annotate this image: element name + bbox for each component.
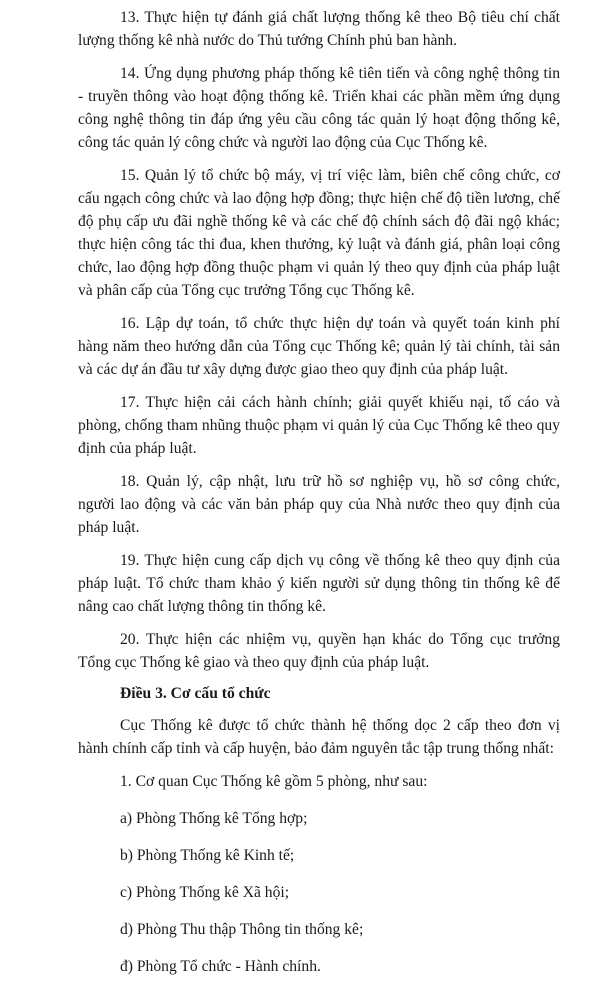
paragraph-15: 15. Quản lý tổ chức bộ máy, vị trí việc làm, biên chế công chức, cơ cấu ngạch công chức và lao động hợp đồng; thực hiện chế độ tiền lương, chế độ phụ cấp ưu đãi nghề thống kê và các chế độ chính sách độ đãi ngộ khác; thực hiện công tác thi đua, khen thưởng, kỷ luật và đánh giá, phân loại công chức, lao động hợp đồng thuộc phạm vi quản lý theo quy định của pháp luật và phân cấp của Tổng cục trưởng Tổng cục Thống kê. (78, 167, 560, 299)
paragraph-20: 20. Thực hiện các nhiệm vụ, quyền hạn khác do Tổng cục trưởng Tổng cục Thống kê giao và theo quy định của pháp luật. (78, 631, 560, 671)
list-item: đ) Phòng Tổ chức - Hành chính. (120, 958, 321, 975)
article-heading: Điều 3. Cơ cấu tổ chức (120, 685, 271, 702)
paragraph-17: 17. Thực hiện cải cách hành chính; giải quyết khiếu nại, tố cáo và phòng, chống tham nhũng thuộc phạm vi quản lý của Cục Thống kê theo quy định của pháp luật. (78, 394, 560, 457)
paragraph-16: 16. Lập dự toán, tổ chức thực hiện dự toán và quyết toán kinh phí hàng năm theo hướng dẫn của Tổng cục Thống kê; quản lý tài chính, tài sản và các dự án đầu tư xây dựng được giao theo quy định của pháp luật. (78, 315, 560, 378)
paragraph-18: 18. Quản lý, cập nhật, lưu trữ hồ sơ nghiệp vụ, hồ sơ công chức, người lao động và các văn bản pháp quy của Nhà nước theo quy định của pháp luật. (78, 473, 560, 536)
paragraph-19: 19. Thực hiện cung cấp dịch vụ công về thống kê theo quy định của pháp luật. Tổ chức tham khảo ý kiến người sử dụng thông tin thống kê để nâng cao chất lượng thông tin thống kê. (78, 552, 560, 615)
paragraph-13: 13. Thực hiện tự đánh giá chất lượng thống kê theo Bộ tiêu chí chất lượng thống kê nhà nước do Thủ tướng Chính phủ ban hành. (78, 9, 560, 49)
list-intro: 1. Cơ quan Cục Thống kê gồm 5 phòng, như sau: (120, 773, 428, 790)
list-item: d) Phòng Thu thập Thông tin thống kê; (120, 921, 364, 938)
list-item: b) Phòng Thống kê Kinh tế; (120, 847, 295, 864)
list-item: c) Phòng Thống kê Xã hội; (120, 884, 290, 901)
article-intro: Cục Thống kê được tổ chức thành hệ thống dọc 2 cấp theo đơn vị hành chính cấp tỉnh và cấp huyện, bảo đảm nguyên tắc tập trung thống nhất: (78, 717, 560, 757)
paragraph-14: 14. Ứng dụng phương pháp thống kê tiên tiến và công nghệ thông tin - truyền thông vào hoạt động thống kê. Triển khai các phần mềm ứng dụng công nghệ thông tin đáp ứng yêu cầu công tác quản lý hoạt động thống kê, công tác quản lý công chức và người lao động của Cục Thống kê. (78, 65, 560, 151)
list-item: a) Phòng Thống kê Tổng hợp; (120, 810, 308, 827)
document-page (78, 6, 560, 992)
